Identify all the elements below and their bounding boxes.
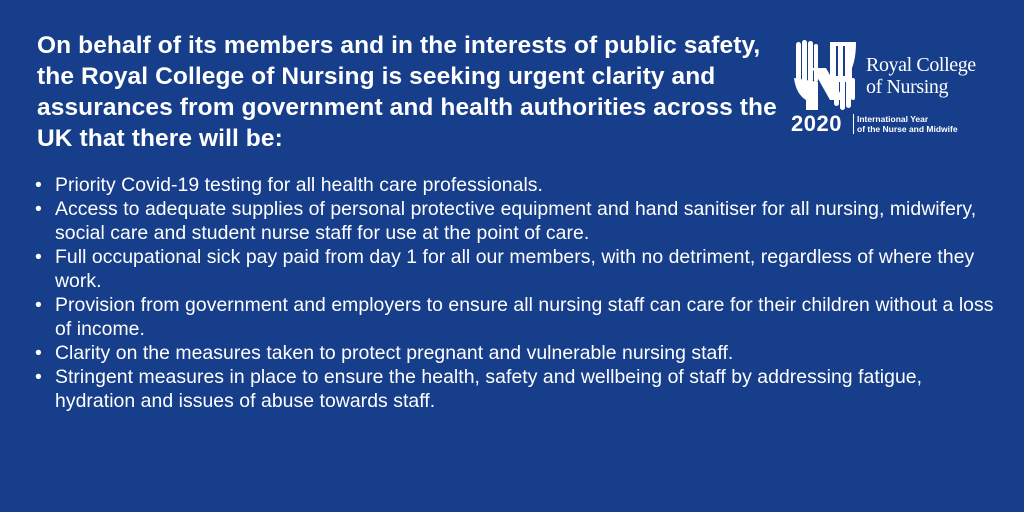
list-item — [35, 293, 995, 341]
logo-tagline — [857, 114, 958, 134]
logo-name-line2: of Nursing — [866, 76, 949, 98]
list-item — [35, 197, 995, 245]
demands-list — [35, 173, 995, 413]
bullet-icon: • — [35, 174, 42, 196]
bullet-icon: • — [35, 366, 42, 388]
bullet-icon: • — [35, 294, 42, 316]
list-item — [35, 173, 995, 197]
list-item-text: Stringent measures in place to ensure the health, safety and wellbeing of staff by addressing fatigue, hydration and issues of abuse towards staff. — [55, 366, 923, 412]
list-item-text: Provision from government and employers to ensure all nursing staff can care for their children without a loss of income. — [55, 294, 994, 340]
logo-tagline-line2: of the Nurse and Midwife — [857, 124, 958, 134]
logo-year: 2020 — [791, 111, 842, 136]
bullet-icon: • — [35, 198, 42, 220]
list-item — [35, 365, 995, 413]
list-item — [35, 341, 995, 365]
list-item-text: Access to adequate supplies of personal protective equipment and hand sanitiser for all nursing, midwifery, social care and student nurse staff for use at the point of care. — [55, 198, 977, 244]
list-item-text: Full occupational sick pay paid from day 1 for all our members, with no detriment, regardless of where they work. — [55, 246, 975, 292]
bullet-icon: • — [35, 246, 42, 268]
list-item-text: Priority Covid-19 testing for all health care professionals. — [55, 174, 543, 196]
logo-wordmark — [866, 54, 976, 98]
logo-tagline-line1: International Year — [857, 114, 929, 124]
logo-divider — [853, 114, 854, 134]
rcn-2020-logo — [790, 38, 990, 138]
headline: On behalf of its members and in the interests of public safety, the Royal College of Nursing is seeking urgent clarity and assurances from government and health authorities across the UK that there will be: — [37, 32, 777, 152]
rcn-hands-n-logo-icon — [790, 38, 860, 112]
bullet-icon: • — [35, 342, 42, 364]
logo-name-line1: Royal College — [866, 54, 976, 76]
list-item — [35, 245, 995, 293]
list-item-text: Clarity on the measures taken to protect pregnant and vulnerable nursing staff. — [55, 342, 734, 364]
